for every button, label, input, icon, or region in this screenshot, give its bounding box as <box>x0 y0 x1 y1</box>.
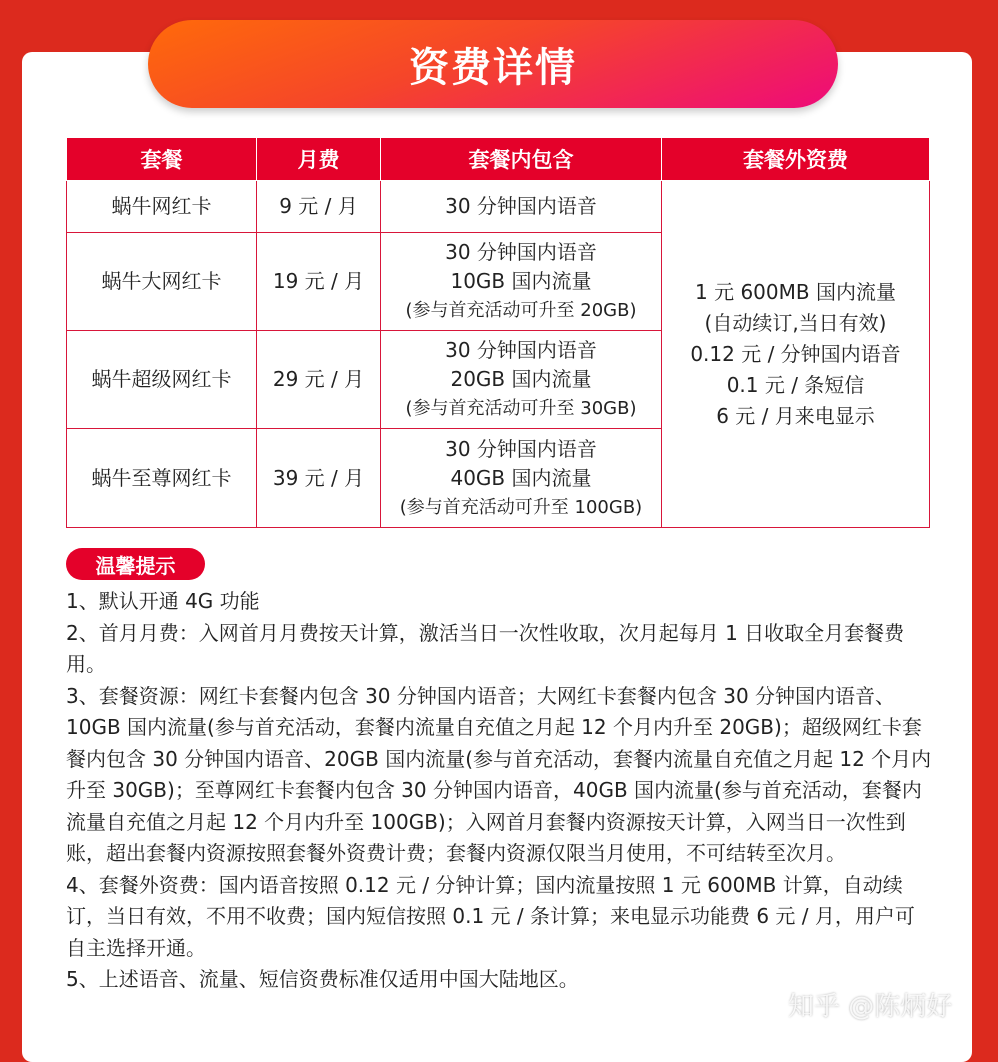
plan-include <box>381 429 662 528</box>
include-note: (参与首充活动可升至 20GB) <box>405 300 637 321</box>
plan-name: 蜗牛至尊网红卡 <box>67 429 257 528</box>
tip-item: 5、上述语音、流量、短信资费标准仅适用中国大陆地区。 <box>66 967 579 991</box>
fee-table <box>66 137 930 528</box>
plan-name: 蜗牛网红卡 <box>67 181 257 233</box>
page-title: 资费详情 <box>148 20 838 108</box>
plan-include <box>381 331 662 429</box>
plan-fee: 29 元 / 月 <box>257 331 381 429</box>
plan-fee: 9 元 / 月 <box>257 181 381 233</box>
tip-item: 4、套餐外资费：国内语音按照 0.12 元 / 分钟计算；国内流量按照 1 元 600MB 计算，自动续订，当日有效，不用不收费；国内短信按照 0.1 元 / 条计算；来电显示功能费 6 元 / 月，用户可自主选择开通。 <box>66 872 915 960</box>
header-plan: 套餐 <box>67 138 257 181</box>
include-note: (参与首充活动可升至 30GB) <box>405 398 637 419</box>
tip-item: 1、默认开通 4G 功能 <box>66 589 260 613</box>
include-line: 30 分钟国内语音 <box>445 194 597 218</box>
tips-badge: 温馨提示 <box>66 548 205 580</box>
plan-name: 蜗牛超级网红卡 <box>67 331 257 429</box>
plan-name: 蜗牛大网红卡 <box>67 233 257 331</box>
include-line: 40GB 国内流量 <box>450 465 592 490</box>
plan-fee: 39 元 / 月 <box>257 429 381 528</box>
header-extra: 套餐外资费 <box>662 138 930 181</box>
plan-include <box>381 233 662 331</box>
include-line: 10GB 国内流量 <box>450 269 592 293</box>
tips-list <box>66 586 934 996</box>
watermark: 知乎 @陈炳好 <box>788 992 953 1022</box>
include-line: 20GB 国内流量 <box>450 367 592 391</box>
include-line: 30 分钟国内语音 <box>445 240 597 264</box>
tip-item: 3、套餐资源：网红卡套餐内包含 30 分钟国内语音；大网红卡套餐内包含 30 分钟国内语音、10GB 国内流量(参与首充活动，套餐内流量自充值之月起 12 个月内升至 20GB)；超级网红卡套餐内包含 30 分钟国内语音、20GB 国内流量(参与首充活动，套餐内流量自充值之月起 12 个月内升至 30GB)；至尊网红卡套餐内包含 30 分钟国内语音，40GB 国内流量(参与首充活动，套餐内流量自充值之月起 12 个月内升至 100GB)；入网首月套餐内资源按天计算，入网当日一次性到账，超出套餐内资源按照套餐外资费计费；套餐内资源仅限当月使用，不可结转至次月。 <box>66 683 932 865</box>
extra-line: 1 元 600MB 国内流量 <box>695 279 896 304</box>
extra-line: 6 元 / 月来电显示 <box>716 403 875 428</box>
table-row <box>67 181 930 233</box>
include-line: 30 分钟国内语音 <box>445 338 597 362</box>
extra-line: 0.1 元 / 条短信 <box>726 372 865 397</box>
tip-item: 2、首月月费：入网首月月费按天计算，激活当日一次性收取，次月起每月 1 日收取全月套餐费用。 <box>66 620 905 676</box>
header-fee: 月费 <box>257 138 381 181</box>
plan-include <box>381 181 662 233</box>
extra-fees <box>662 181 930 528</box>
header-include: 套餐内包含 <box>381 138 662 181</box>
extra-line: (自动续订,当日有效) <box>704 310 887 335</box>
include-line: 30 分钟国内语音 <box>445 436 597 461</box>
plan-fee: 19 元 / 月 <box>257 233 381 331</box>
include-note: (参与首充活动可升至 100GB) <box>399 496 643 518</box>
extra-line: 0.12 元 / 分钟国内语音 <box>690 341 901 366</box>
